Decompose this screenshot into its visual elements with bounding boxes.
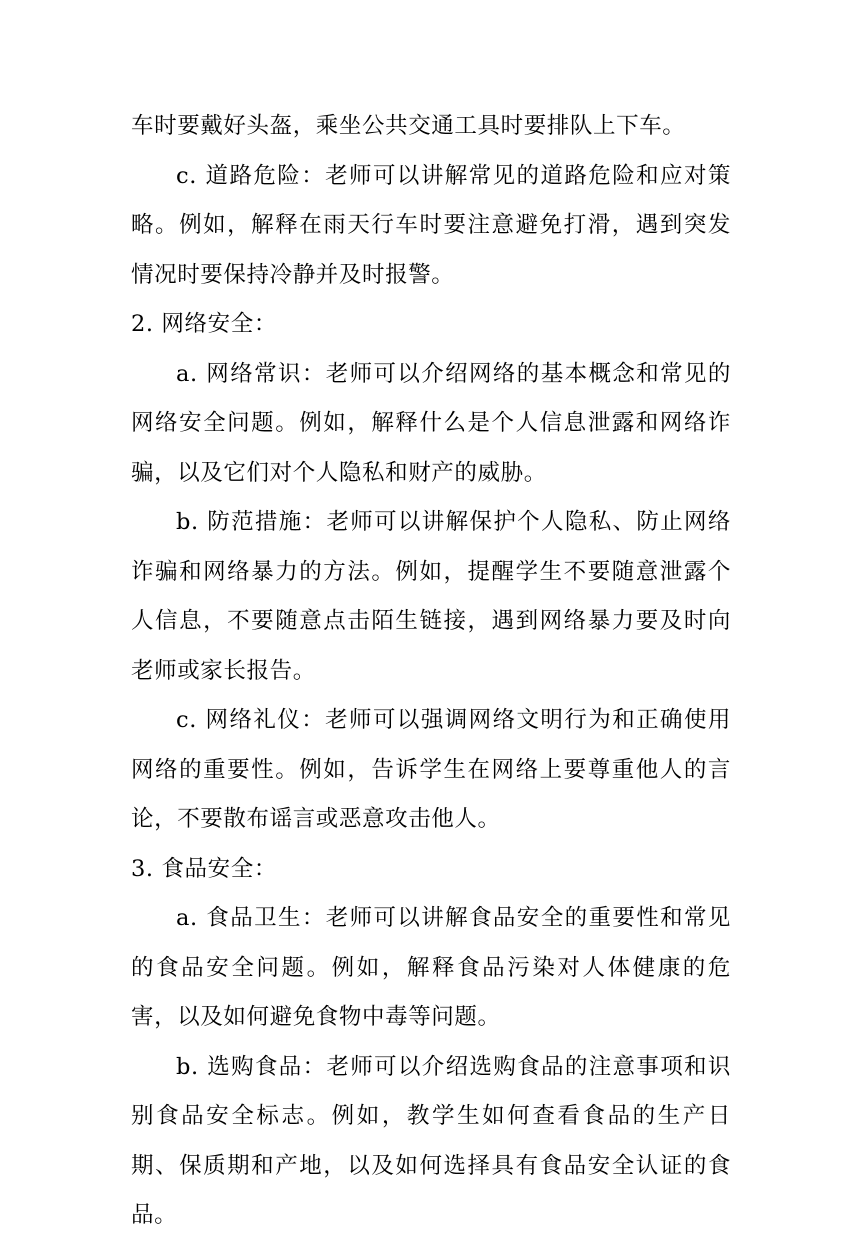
paragraph-road-danger: c. 道路危险：老师可以讲解常见的道路危险和应对策略。例如，解释在雨天行车时要注意避免打滑，遇到突发情况时要保持冷静并及时报警。 xyxy=(131,162,731,288)
paragraph-network-knowledge: a. 网络常识：老师可以介绍网络的基本概念和常见的网络安全问题。例如，解释什么是个人信息泄露和网络诈骗，以及它们对个人隐私和财产的威胁。 xyxy=(131,360,731,486)
paragraph-continuation: 车时要戴好头盔，乘坐公共交通工具时要排队上下车。 xyxy=(131,113,686,139)
heading-food-safety: 3. 食品安全： xyxy=(131,855,277,882)
paragraph-food-hygiene: a. 食品卫生：老师可以讲解食品安全的重要性和常见的食品安全问题。例如，解释食品污染对人体健康的危害，以及如何避免食物中毒等问题。 xyxy=(131,905,731,1030)
paragraph-prevention-measures: b. 防范措施：老师可以讲解保护个人隐私、防止网络诈骗和网络暴力的方法。例如，提醒学生不要随意泄露个人信息，不要随意点击陌生链接，遇到网络暴力要及时向老师或家长报告。 xyxy=(131,509,731,684)
heading-network-safety: 2. 网络安全： xyxy=(131,311,277,337)
paragraph-buying-food: b. 选购食品：老师可以介绍选购食品的注意事项和识别食品安全标志。例如，教学生如何查看食品的生产日期、保质期和产地，以及如何选择具有食品安全认证的食品。 xyxy=(131,1053,731,1228)
paragraph-network-etiquette: c. 网络礼仪：老师可以强调网络文明行为和正确使用网络的重要性。例如，告诉学生在网络上要尊重他人的言论，不要散布谣言或恶意攻击他人。 xyxy=(131,707,731,832)
document-body xyxy=(131,102,731,1241)
